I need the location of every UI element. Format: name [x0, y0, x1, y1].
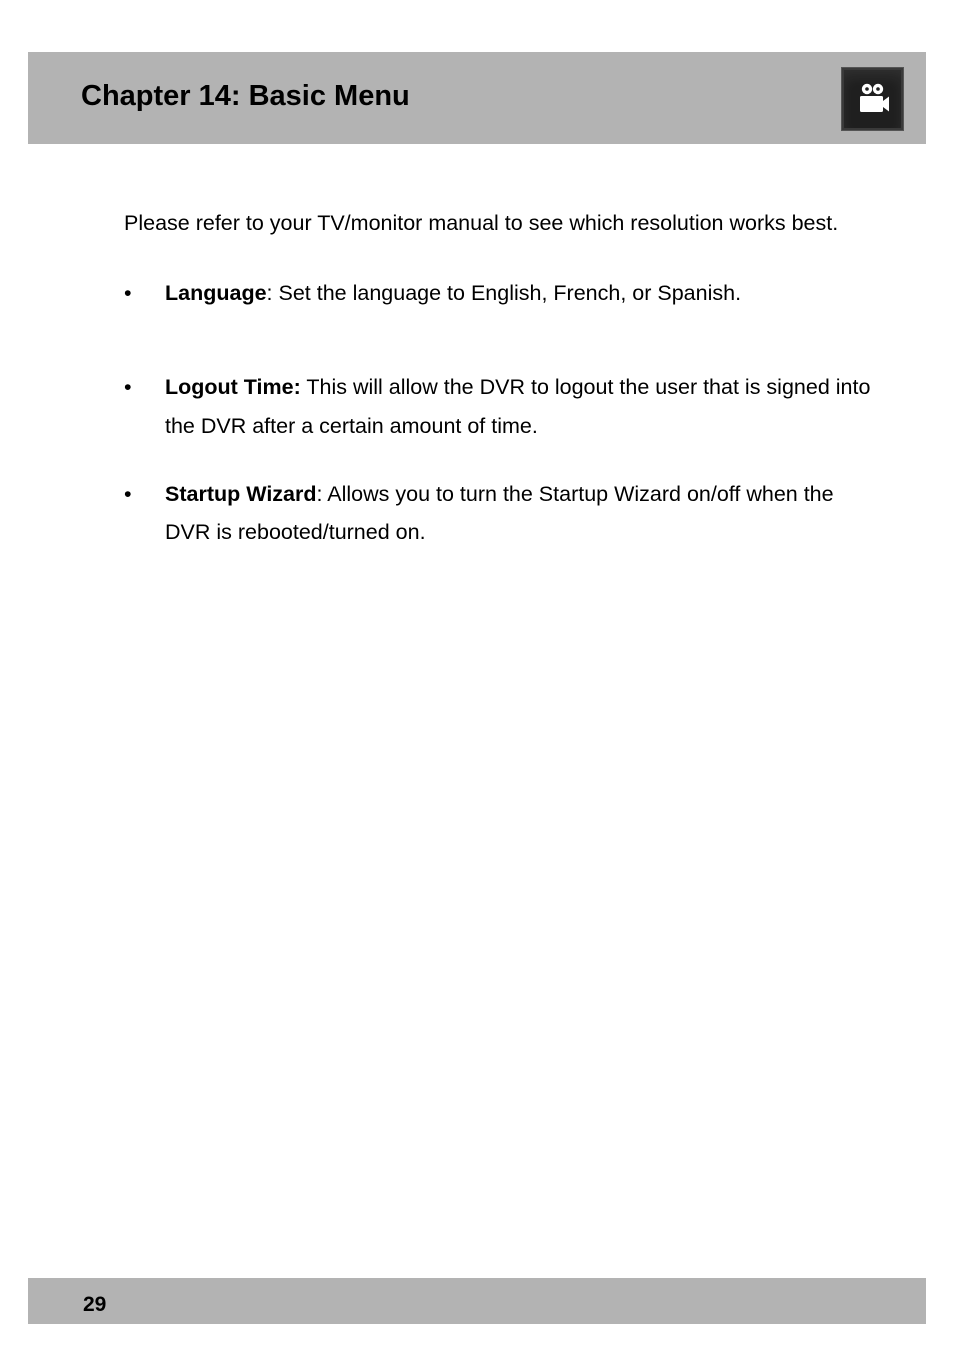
page-footer — [28, 1278, 926, 1324]
bullet-point: • — [124, 482, 132, 506]
chapter-header — [28, 52, 926, 144]
intro-paragraph: Please refer to your TV/monitor manual to see which resolution works best. — [124, 211, 839, 235]
list-item-language — [124, 273, 874, 313]
page-content — [124, 203, 874, 551]
term-language: Language — [165, 281, 267, 305]
bullet-point: • — [124, 375, 132, 399]
description-language: : Set the language to English, French, or Spanish. — [266, 281, 742, 305]
bullet-point: • — [124, 281, 132, 305]
description-startup-wizard: : Allows you to turn the Startup Wizard on/off when the DVR is rebooted/turned on. — [165, 482, 834, 544]
description-logout-time: This will allow the DVR to logout the user that is signed into the DVR after a certain amount of time. — [165, 375, 871, 438]
term-startup-wizard: Startup Wizard — [165, 482, 317, 506]
list-item-logout-time — [124, 368, 874, 446]
chapter-title: Chapter 14: Basic Menu — [81, 80, 410, 112]
term-logout-time: Logout Time: — [165, 375, 301, 399]
list-item-startup-wizard — [124, 475, 874, 551]
page-number: 29 — [83, 1293, 107, 1316]
video-camera-icon — [841, 67, 904, 131]
